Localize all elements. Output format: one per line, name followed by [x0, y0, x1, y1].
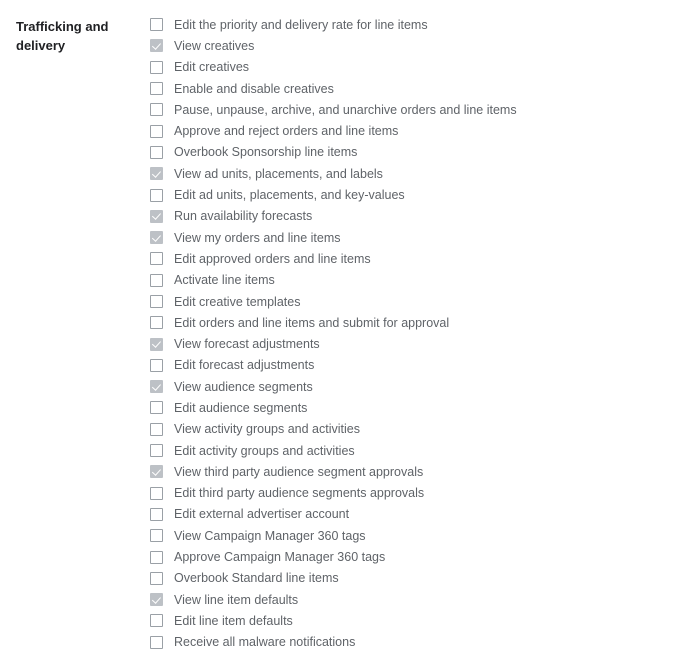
permission-label: Edit activity groups and activities	[174, 443, 355, 458]
permission-checkbox[interactable]	[150, 146, 163, 159]
permission-row[interactable]	[150, 206, 688, 227]
permission-label: Edit forecast adjustments	[174, 358, 315, 373]
permission-row[interactable]	[150, 546, 688, 567]
permission-checkbox[interactable]	[150, 338, 163, 351]
permission-label: Pause, unpause, archive, and unarchive orders and line items	[174, 102, 517, 117]
permission-checkbox[interactable]	[150, 380, 163, 393]
permission-label: View Campaign Manager 360 tags	[174, 528, 366, 543]
permission-row[interactable]	[150, 35, 688, 56]
permission-label: Enable and disable creatives	[174, 81, 334, 96]
permission-row[interactable]	[150, 610, 688, 631]
permission-checkbox[interactable]	[150, 487, 163, 500]
permission-row[interactable]	[150, 419, 688, 440]
permission-label: Approve Campaign Manager 360 tags	[174, 550, 386, 565]
permission-checkbox[interactable]	[150, 444, 163, 457]
permission-checkbox[interactable]	[150, 39, 163, 52]
permission-label: Overbook Sponsorship line items	[174, 145, 358, 160]
permission-label: View audience segments	[174, 379, 313, 394]
permission-label: Edit creatives	[174, 60, 250, 75]
permission-row[interactable]	[150, 355, 688, 376]
permission-row[interactable]	[150, 99, 688, 120]
permission-checkbox[interactable]	[150, 210, 163, 223]
permission-label: View forecast adjustments	[174, 337, 320, 352]
permission-label: Edit orders and line items and submit for approval	[174, 315, 450, 330]
permission-row[interactable]	[150, 333, 688, 354]
permission-checkbox[interactable]	[150, 529, 163, 542]
permission-row[interactable]	[150, 483, 688, 504]
permission-checkbox[interactable]	[150, 572, 163, 585]
section-title: Trafficking and delivery	[16, 19, 109, 53]
permission-checkbox[interactable]	[150, 274, 163, 287]
permission-checkbox[interactable]	[150, 316, 163, 329]
permission-row[interactable]	[150, 461, 688, 482]
permission-checkbox[interactable]	[150, 125, 163, 138]
permission-row[interactable]	[150, 248, 688, 269]
permission-checkbox[interactable]	[150, 614, 163, 627]
permission-checkbox[interactable]	[150, 189, 163, 202]
permission-label: View activity groups and activities	[174, 422, 360, 437]
permission-label: View ad units, placements, and labels	[174, 166, 383, 181]
permission-checkbox[interactable]	[150, 252, 163, 265]
permission-checkbox[interactable]	[150, 103, 163, 116]
permission-checkbox[interactable]	[150, 465, 163, 478]
permission-row[interactable]	[150, 14, 688, 35]
permission-row[interactable]	[150, 184, 688, 205]
permission-row[interactable]	[150, 78, 688, 99]
permission-checkbox[interactable]	[150, 401, 163, 414]
permission-checkbox[interactable]	[150, 82, 163, 95]
permission-label: Edit third party audience segments approvals	[174, 486, 425, 501]
permission-label: View third party audience segment approvals	[174, 464, 424, 479]
permission-label: Overbook Standard line items	[174, 571, 339, 586]
permission-row[interactable]	[150, 291, 688, 312]
permission-label: Edit approved orders and line items	[174, 251, 371, 266]
permission-row[interactable]	[150, 57, 688, 78]
permission-checkbox[interactable]	[150, 231, 163, 244]
permission-row[interactable]	[150, 440, 688, 461]
permission-checkbox[interactable]	[150, 295, 163, 308]
permission-row[interactable]	[150, 142, 688, 163]
permission-checkbox[interactable]	[150, 551, 163, 564]
permission-label: Edit ad units, placements, and key-values	[174, 188, 405, 203]
permission-label: Edit audience segments	[174, 400, 308, 415]
permission-row[interactable]	[150, 589, 688, 610]
permission-label: Edit the priority and delivery rate for line items	[174, 17, 428, 32]
permission-row[interactable]	[150, 312, 688, 333]
permission-label: Activate line items	[174, 273, 275, 288]
permission-label: View line item defaults	[174, 592, 299, 607]
permission-checkbox[interactable]	[150, 636, 163, 649]
permission-checkbox[interactable]	[150, 18, 163, 31]
permission-row[interactable]	[150, 376, 688, 397]
permission-row[interactable]	[150, 227, 688, 248]
permission-checkbox[interactable]	[150, 593, 163, 606]
permission-list	[150, 14, 688, 653]
permission-row[interactable]	[150, 632, 688, 653]
permission-checkbox[interactable]	[150, 359, 163, 372]
permission-label: Edit external advertiser account	[174, 507, 350, 522]
permission-row[interactable]	[150, 120, 688, 141]
permission-row[interactable]	[150, 525, 688, 546]
permission-label: Edit line item defaults	[174, 613, 293, 628]
permission-row[interactable]	[150, 568, 688, 589]
permission-label: Receive all malware notifications	[174, 635, 356, 650]
permission-checkbox[interactable]	[150, 61, 163, 74]
permission-checkbox[interactable]	[150, 508, 163, 521]
permission-checkbox[interactable]	[150, 167, 163, 180]
permission-row[interactable]	[150, 270, 688, 291]
permission-label: Run availability forecasts	[174, 209, 313, 224]
permission-row[interactable]	[150, 397, 688, 418]
permission-row[interactable]	[150, 163, 688, 184]
permission-label: View my orders and line items	[174, 230, 341, 245]
permission-label: Approve and reject orders and line items	[174, 124, 399, 139]
permission-label: View creatives	[174, 38, 255, 53]
permission-checkbox[interactable]	[150, 423, 163, 436]
permission-row[interactable]	[150, 504, 688, 525]
permission-label: Edit creative templates	[174, 294, 301, 309]
